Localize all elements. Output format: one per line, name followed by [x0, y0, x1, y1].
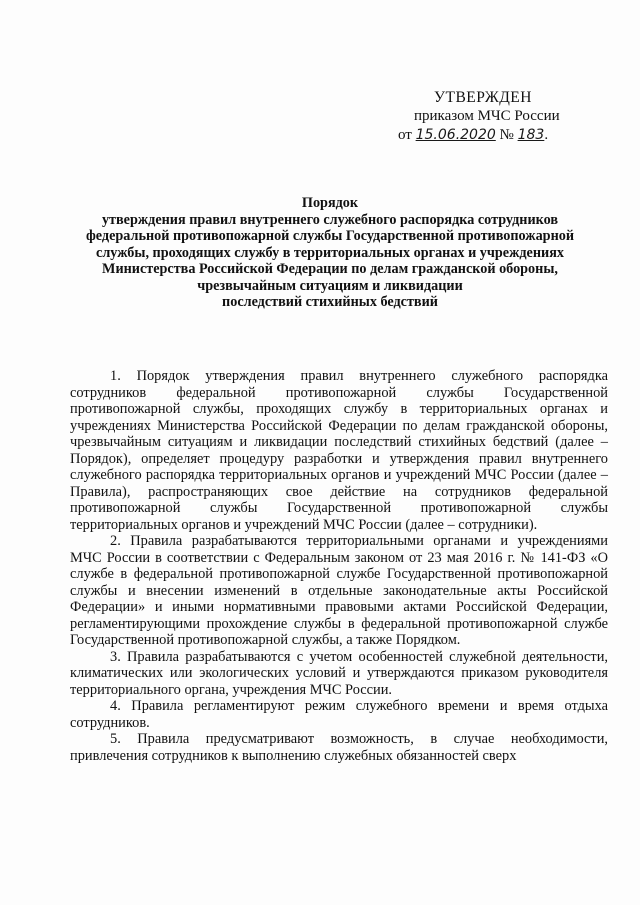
- date-prefix: от: [398, 127, 412, 143]
- title-line: утверждения правил внутреннего служебного распорядка сотрудников: [101, 211, 559, 228]
- title-line: службы, проходящих службу в территориальных органах и учреждениях: [96, 244, 564, 261]
- end-mark: .: [544, 127, 549, 143]
- handwritten-number: 183: [517, 127, 545, 143]
- document-title: [60, 195, 600, 311]
- document-body: [70, 368, 608, 764]
- approval-date-line: [398, 126, 610, 145]
- title-line: чрезвычайным ситуациям и ликвидации: [197, 277, 463, 294]
- number-label: №: [499, 127, 514, 143]
- approval-title: УТВЕРЖДЕН: [434, 89, 532, 106]
- paragraph-4: 4. Правила регламентируют режим служебного времени и время отдыха сотрудников.: [70, 698, 608, 731]
- title-line: последствий стихийных бедствий: [222, 294, 438, 310]
- approval-stamp: [380, 88, 610, 145]
- title-heading: Порядок: [301, 195, 359, 211]
- paragraph-5: 5. Правила предусматривают возможность, в случае необходимости, привлечения сотрудников к выполнению служебных обязанностей сверх: [70, 731, 608, 764]
- paragraph-1: 1. Порядок утверждения правил внутреннего служебного распорядка сотрудников федеральной противопожарной службы Государственной противопожарной службы, проходящих службу в территориальных органах и учреждениях Министерства Российской Федерации по делам гражданской обороны, чрезвычайным ситуациям и ликвидации последствий стихийных бедствий (далее – Порядок), определяет процедуру разработки и утверждения правил внутреннего служебного распорядка территориальных органов и учреждений МЧС России (далее – Правила), распространяющих свое действие на сотрудников федеральной противопожарной службы Государственной противопожарной службы территориальных органов и учреждений МЧС России (далее – сотрудники).: [70, 368, 608, 533]
- paragraph-2: 2. Правила разрабатываются территориальными органами и учреждениями МЧС России в соответствии с Федеральным законом от 23 мая 2016 г. № 141-ФЗ «О службе в федеральной противопожарной службе Государственной противопожарной службы и внесении изменений в отдельные законодательные акты Российской Федерации» и иными нормативными правовыми актами Российской Федерации, регламентирующими прохождение службы в федеральной противопожарной службе Государственной противопожарной службы, а также Порядком.: [70, 533, 608, 648]
- title-line: Министерства Российской Федерации по делам гражданской обороны,: [102, 261, 558, 277]
- handwritten-date: 15.06.2020: [415, 127, 496, 143]
- approval-order-line: приказом МЧС России: [414, 108, 560, 124]
- paragraph-3: 3. Правила разрабатываются с учетом особенностей служебной деятельности, климатических или экологических условий и утверждаются приказом руководителя территориального органа, учреждения МЧС России.: [70, 648, 608, 698]
- title-line: федеральной противопожарной службы Государственной противопожарной: [85, 228, 575, 244]
